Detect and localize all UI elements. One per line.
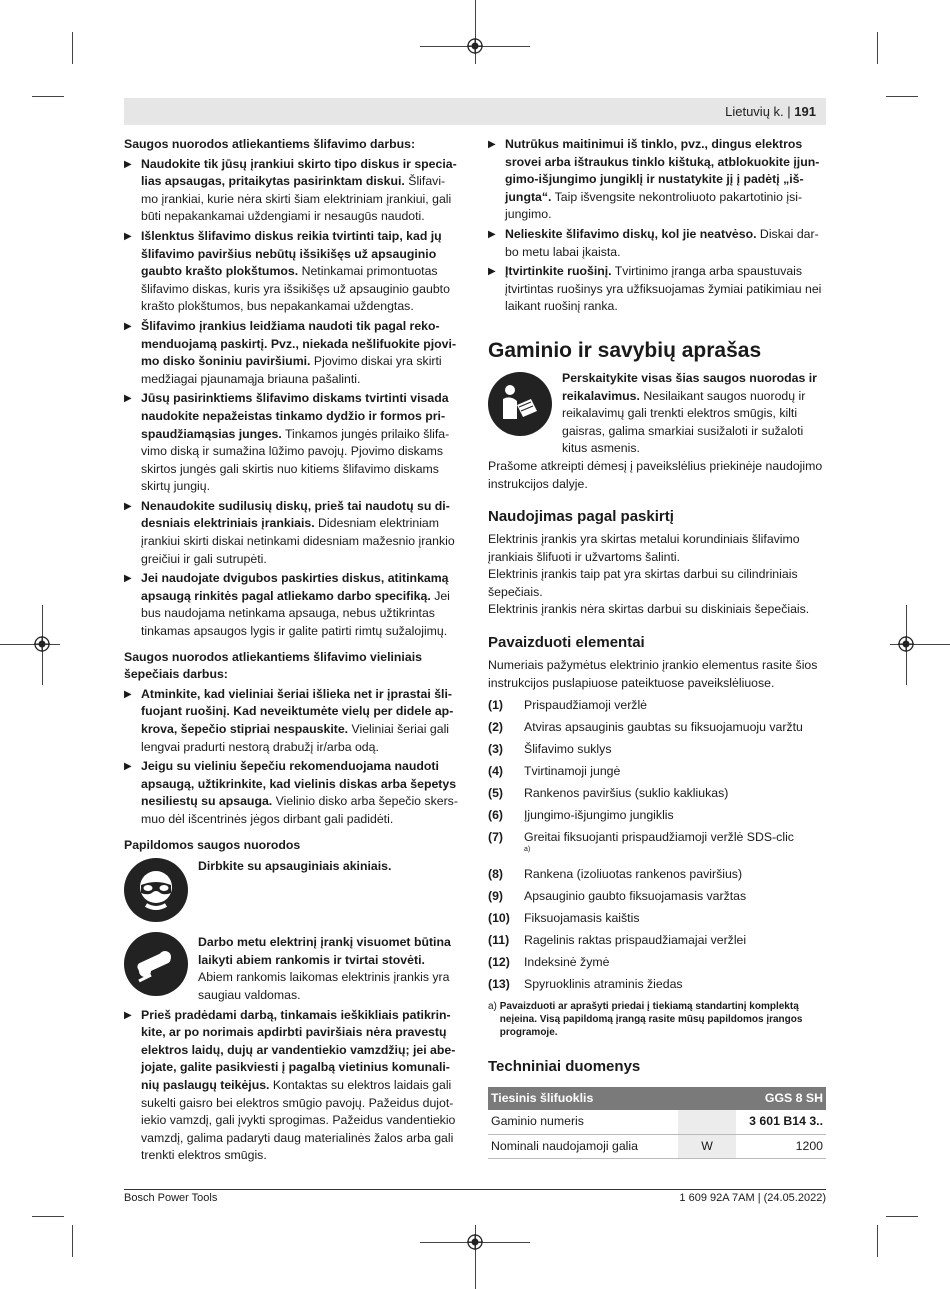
crop-mark	[475, 0, 476, 64]
component-number: (9)	[488, 889, 504, 904]
read-instructions-text	[562, 370, 826, 458]
component-number: (12)	[488, 955, 510, 970]
list-item-text: Kontaktas su elektros laidais gali sukelti gaisro bei elektros smūgio pavojų. Pažeidus dujotiekio vamzdį, gali įvykti sprogimas. Pažeidus vandentiekio vamzdį, galima padaryti daug materialinės žalos arba gali trenkti elektros smūgis.	[141, 1077, 456, 1163]
list-item-bold: Nenaudokite sudilusių diskų, prieš tai naudotų su didesniais elektriniais įrankiais.	[141, 498, 450, 531]
crop-mark	[886, 96, 918, 97]
footnote-text: Pavaizduoti ar aprašyti priedai į tiekiamą standartinį komplektą neįeina. Visą papildomą įrangą rasite mūsų papildomos įrangos programoje.	[499, 1000, 803, 1038]
section-title-tech-data: Techniniai duomenys	[488, 1057, 641, 1075]
table-cell-label: Gaminio numeris	[488, 1110, 678, 1134]
registration-mark-icon	[467, 1234, 483, 1250]
list-item	[124, 390, 458, 496]
component-label: Ragelinis raktas prispaudžiamajai veržlei	[524, 933, 747, 948]
component-number: (5)	[488, 785, 504, 800]
intended-use-paragraph: Elektrinis įrankis yra skirtas metalui korundiniais šlifavimo įrankiais šlifuoti ir užvartoms šalinti.	[488, 532, 800, 564]
footnote	[488, 1000, 826, 1039]
page-header	[124, 98, 826, 125]
component-label: Tvirtinamoji jungė	[524, 763, 621, 778]
list-item-bold: Jūsų pasirinktiems šlifavimo diskams tvirtinti visada naudokite nepažeistas tinkamo dydžio ir formos prispaudžiamąsias junges.	[141, 391, 449, 441]
bullet-arrow-icon: ▶	[124, 230, 132, 242]
intended-use-paragraph: Elektrinis įrankis nėra skirtas darbui su diskiniais šepečiais.	[488, 602, 810, 617]
bullet-arrow-icon: ▶	[124, 320, 132, 332]
footer-brand: Bosch Power Tools	[124, 1192, 218, 1204]
crop-mark	[877, 32, 878, 64]
list-item	[488, 954, 826, 972]
header-text	[725, 104, 816, 119]
list-item	[488, 226, 826, 261]
registration-mark-icon	[898, 636, 914, 652]
list-item-text: Pjovimo diskai yra skirti medžiagai pjaunamąja briauna pašalinti.	[141, 354, 442, 386]
component-label: Greitai fiksuojanti prispaudžiamoji veržlė SDS-clic	[524, 829, 794, 844]
section-heading-wire-brush: Saugos nuorodos atliekantiems šlifavimo vieliniais šepečiais darbus:	[124, 649, 422, 682]
footer-doc-number: 1 609 92A 7AM | (24.05.2022)	[679, 1192, 826, 1204]
list-item-bold: Prieš pradėdami darbą, tinkamais ieškikliais patikrinkite, ar po norimais apdirbti paviršiais nėra pravestų elektros laidų, dujų ar vandentiekio vamzdžių; jei abejojate, galite pasikviesti į pagalbą vietinius komunalinių paslaugų teikėjus.	[141, 1007, 456, 1092]
crop-mark	[72, 1225, 73, 1257]
list-item-bold: Įtvirtinkite ruošinį.	[505, 264, 612, 279]
component-number: (6)	[488, 807, 504, 822]
crop-mark	[32, 1216, 64, 1217]
list-item-bold: Jei naudojate dvigubos paskirties diskus, atitinkamą apsaugą rinkitės pagal atliekamo darbo specifiką.	[141, 571, 449, 603]
list-item	[124, 228, 458, 316]
list-item-text: Taip išvengsite nekontroliuoto pakartotinio įsijungimo.	[505, 189, 803, 222]
list-item-text: Diskai darbo metu labai įkaista.	[505, 226, 819, 259]
component-superscript: a)	[524, 846, 531, 854]
list-item	[488, 888, 826, 906]
list-item	[488, 829, 826, 855]
bullet-arrow-icon: ▶	[124, 1009, 132, 1021]
bullet-arrow-icon: ▶	[124, 158, 132, 170]
list-item-bold: Nutrūkus maitinimui iš tinklo, pvz., dingus elektros srovei arba ištraukus tinklo kištuką, atblokuokite įjungimo-išjungimo jungiklį ir nustatykite jį į padėtį „išjungta“.	[505, 137, 820, 204]
component-label: Rankenos paviršius (suklio kakliukas)	[524, 785, 729, 800]
read-instructions-bold: Perskaitykite visas šias saugos nuorodas ir reikalavimus.	[562, 370, 817, 403]
list-item-bold: Atminkite, kad vieliniai šeriai išlieka net ir įprastai šlifuojant ruošinį. Kad neveiktumėte vielų per didele apkrova, šepečio stipriai nespauskite.	[141, 686, 454, 736]
component-label: Fiksuojamasis kaištis	[524, 911, 640, 926]
header-language: Lietuvių k.	[725, 104, 784, 119]
safety-goggles-icon	[124, 858, 188, 922]
table-cell-unit	[678, 1110, 736, 1134]
bullet-arrow-icon: ▶	[488, 228, 496, 240]
table-cell-value: 3 601 B14 3..	[736, 1110, 826, 1134]
list-item	[488, 910, 826, 928]
section-title-intended-use: Naudojimas pagal paskirtį	[488, 508, 674, 526]
list-item	[488, 719, 826, 737]
page-number: 191	[794, 104, 816, 119]
bullet-arrow-icon: ▶	[124, 573, 132, 585]
list-item-bold: Naudokite tik jūsų įrankiui skirto tipo diskus ir specialias apsaugas, pritaikytas pasirinktam diskui.	[141, 156, 457, 189]
crop-mark	[32, 96, 64, 97]
list-item	[488, 763, 826, 781]
list-item	[124, 758, 458, 828]
section-heading-additional: Papildomos saugos nuorodos	[124, 837, 301, 852]
bullet-arrow-icon: ▶	[124, 688, 132, 700]
section-heading-grinding: Saugos nuorodos atliekantiems šlifavimo darbus:	[124, 137, 416, 151]
two-hands-text	[198, 928, 458, 1004]
list-item	[488, 976, 826, 994]
section-title-components: Pavaizduoti elementai	[488, 634, 645, 652]
list-item-text: Vielinio disko arba šepečio skersmuo dėl išcentrinės jėgos dirbant gali padidėti.	[141, 794, 458, 826]
list-item	[488, 866, 826, 884]
registration-mark-icon	[34, 636, 50, 652]
left-column	[124, 136, 458, 1165]
table-row	[488, 1110, 826, 1134]
list-item-text: Didesniam elektriniam įrankiui skirti diskai netinkami didesniam mažesnio įrankio greičiui ir gali sutrupėti.	[141, 516, 455, 566]
table-cell-value: 1200	[736, 1134, 826, 1159]
list-item	[124, 156, 458, 226]
components-intro: Numeriais pažymėtus elektrinio įrankio elementus rasite šios instrukcijos puslapiuose pateiktuose paveikslėliuose.	[488, 658, 818, 690]
two-hands-bold: Darbo metu elektrinį įrankį visuomet būtina laikyti abiem rankomis ir tvirtai stovėti.	[198, 935, 451, 967]
list-item-text: Šlifavimo įrankiai, kurie nėra skirti šiam elektriniam įrankiui, gali būti nepakankamai uždengiami ir nesaugūs naudoti.	[141, 174, 452, 224]
tech-data-table	[488, 1087, 826, 1160]
list-item-text: Tvirtinimo įranga arba spaustuvais įtvirtintas ruošinys yra užfiksuojamas žymiai patikimiau nei laikant ruošinį ranka.	[505, 264, 822, 314]
two-hands-block	[124, 928, 458, 1004]
list-item-text: Jei bus naudojama netinkama apsauga, nebus užtikrintas tinkamas apsaugos lygis ir galite patirti rimtų sužalojimų.	[141, 588, 450, 639]
goggles-block	[124, 858, 458, 924]
read-instructions-normal: Nesilaikant saugos nuorodų ir reikalavimų gali trenkti elektros smūgis, kilti gaisras, galima smarkiai susižaloti ir sužaloti kitus asmenis.	[562, 388, 806, 456]
component-number: (1)	[488, 697, 504, 712]
bullet-arrow-icon: ▶	[488, 139, 496, 150]
list-item	[488, 263, 826, 316]
component-number: (7)	[488, 829, 504, 844]
table-row	[488, 1134, 826, 1159]
footer-divider	[124, 1189, 826, 1190]
right-column	[488, 136, 826, 1159]
table-cell-unit: W	[678, 1134, 736, 1159]
table-cell-label: Nominali naudojamoji galia	[488, 1134, 678, 1159]
list-item	[488, 807, 826, 825]
crop-mark	[886, 1216, 918, 1217]
component-label: Atviras apsauginis gaubtas su fiksuojamuoju varžtu	[524, 719, 803, 734]
list-item	[488, 785, 826, 803]
bullet-arrow-icon: ▶	[488, 266, 496, 278]
read-manual-icon	[488, 372, 552, 436]
list-item	[124, 498, 458, 568]
bullet-arrow-icon: ▶	[124, 393, 132, 405]
list-item-bold: Jeigu su vieliniu šepečiu rekomenduojama naudoti apsaugą, užtikrinkite, kad vielinis diskas arba šepetys nesiliestų su apsauga.	[141, 759, 457, 809]
component-label: Rankena (izoliuotas rankenos paviršius)	[524, 867, 743, 882]
component-number: (8)	[488, 867, 504, 882]
list-item-text: Tinkamos jungės prilaiko šlifavimo diską ir sumažina lūžimo pavojų. Pjovimo diskams skirtos jungės gali skirtis nuo kitiems šlifavimo diskams skirtų jungių.	[141, 426, 450, 494]
crop-mark	[0, 644, 60, 645]
list-item-text: Vieliniai šeriai gali lengvai pradurti nestorą drabužį ir/arba odą.	[141, 722, 450, 754]
list-item	[124, 318, 458, 388]
component-number: (10)	[488, 911, 510, 926]
list-item	[488, 136, 826, 224]
list-item-text: Netinkamai primontuotas šlifavimo diskas, kuris yra išsikišęs už apsauginio gaubto krašto plokštumos, bus nepakankamai uždengtas.	[141, 264, 450, 314]
intended-use-paragraph: Elektrinis įrankis taip pat yra skirtas darbui su cilindriniais šepečiais.	[488, 567, 798, 599]
component-number: (13)	[488, 977, 510, 992]
components-list	[488, 697, 826, 994]
section-title-product: Gaminio ir savybių aprašas	[488, 338, 762, 362]
list-item-bold: Išlenktus šlifavimo diskus reikia tvirtinti taip, kad jų šlifavimo paviršius nebūtų išsikišęs už apsauginio gaubto krašto plokštumos.	[141, 228, 442, 279]
list-item	[124, 570, 458, 640]
bullet-arrow-icon: ▶	[124, 500, 132, 512]
table-header-model: GGS 8 SH	[736, 1087, 826, 1111]
component-label: Spyruoklinis atraminis žiedas	[524, 977, 683, 992]
table-header-row	[488, 1087, 826, 1111]
list-item	[488, 932, 826, 950]
footnote-mark: a)	[488, 1000, 497, 1012]
list-item	[488, 741, 826, 759]
read-instructions-block	[488, 370, 826, 458]
component-label: Įjungimo-išjungimo jungiklis	[524, 807, 674, 822]
component-number: (4)	[488, 763, 504, 778]
component-label: Prispaudžiamoji veržlė	[524, 697, 648, 712]
component-label: Indeksinė žymė	[524, 955, 610, 970]
bullet-arrow-icon: ▶	[124, 761, 132, 773]
goggles-text: Dirbkite su apsauginiais akiniais.	[198, 859, 392, 874]
list-item-bold: Nelieskite šlifavimo diskų, kol jie neatvėso.	[505, 226, 757, 241]
crop-mark	[877, 1225, 878, 1257]
component-label: Apsauginio gaubto fiksuojamasis varžtas	[524, 889, 747, 904]
header-separator: |	[787, 104, 791, 119]
component-label: Šlifavimo suklys	[524, 741, 612, 756]
crop-mark	[72, 32, 73, 64]
figures-note: Prašome atkreipti dėmesį į paveikslėlius priekinėje naudojimo instrukcijos dalyje.	[488, 458, 823, 491]
list-item	[124, 1007, 458, 1165]
list-item	[488, 697, 826, 715]
list-item	[124, 686, 458, 756]
component-number: (2)	[488, 719, 504, 734]
two-hands-normal: Abiem rankomis laikomas elektrinis įrankis yra saugiau valdomas.	[198, 970, 450, 1002]
registration-mark-icon	[467, 38, 483, 54]
component-number: (3)	[488, 741, 504, 756]
table-header-label: Tiesinis šlifuoklis	[488, 1087, 736, 1111]
list-item-bold: Šlifavimo įrankius leidžiama naudoti tik pagal rekomenduojamą paskirtį. Pvz., niekada nešlifuokite pjovimo disko šoniniu paviršiumi.	[141, 318, 457, 369]
component-number: (11)	[488, 933, 510, 948]
two-hands-icon	[124, 932, 188, 996]
